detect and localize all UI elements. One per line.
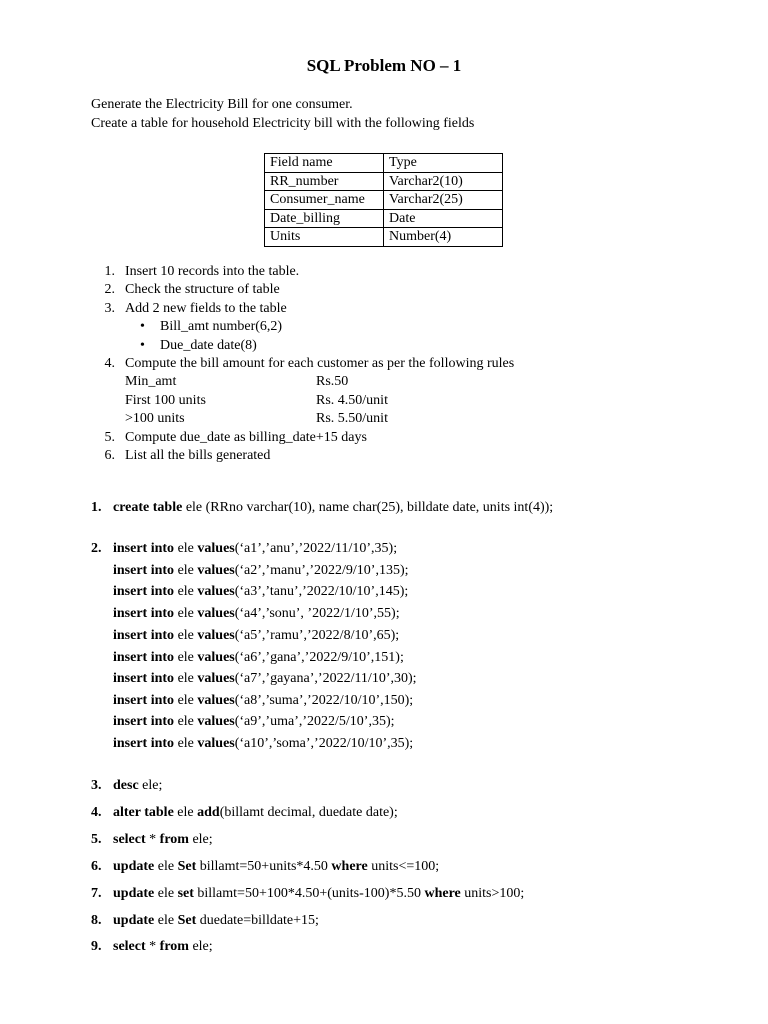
task-item: 4. Compute the bill amount for each customer as per the following rules [104,356,515,372]
task-list [100,263,514,465]
rate-row: Min_amt Rs.50 [125,374,349,390]
insert-statement: insert into ele values(‘a9’,’uma’,’2022/5/10’,35); [113,714,395,729]
rate-row: First 100 units Rs. 4.50/unit [125,392,388,408]
intro-line: Create a table for household Electricity bill with the following fields [91,115,475,131]
bullet-icon: • [140,319,145,335]
table-row [265,228,503,247]
table-header-row [265,154,503,173]
insert-statement: insert into ele values(‘a8’,’suma’,’2022/10/10’,150); [113,693,414,708]
task-item: 5. Compute due_date as billing_date+15 days [104,429,367,445]
insert-statement: insert into ele values(‘a5’,’ramu’,’2022/8/10’,65); [113,628,400,643]
table-cell: Date_billing [265,209,384,228]
insert-statement: insert into ele values(‘a10’,’soma’,’2022/10/10’,35); [113,736,414,751]
page-title: SQL Problem NO – 1 [306,56,462,75]
insert-statement: insert into ele values(‘a1’,’anu’,’2022/11/10’,35); [113,541,398,556]
insert-statement: insert into ele values(‘a3’,’tanu’,’2022/10/10’,145); [113,584,409,599]
table-row [265,191,503,210]
rate-row: >100 units Rs. 5.50/unit [125,411,388,427]
table-row [265,172,503,191]
table-cell: Units [265,228,384,247]
table-header-cell: Type [384,154,503,173]
bullet-icon: • [140,337,145,353]
task-item: 1. Insert 10 records into the table. [104,264,300,279]
insert-statement: insert into ele values(‘a4’,’sonu’, ’2022/1/10’,55); [113,606,400,621]
task-bullet: • Bill_amt number(6,2) [100,318,514,336]
intro-text [91,96,474,133]
fields-table [264,153,503,247]
task-item: 3. Add 2 new fields to the table [104,300,287,316]
insert-statement: insert into ele values(‘a7’,’gayana’,’2022/11/10’,30); [113,671,417,686]
table-cell: Consumer_name [265,191,384,210]
task-bullet: • Due_date date(8) [100,337,514,355]
table-header-cell: Field name [265,154,384,173]
insert-statement: insert into ele values(‘a2’,’manu’,’2022/9/10’,135); [113,563,409,578]
table-cell: Number(4) [384,228,503,247]
task-item: 6. List all the bills generated [104,448,271,464]
table-cell: Date [384,209,503,228]
table-row [265,209,503,228]
document-page: SQL Problem NO – 1 Generate the Electricity Bill for one consumer. Create a table for household Electricity bill with the following fields Field name Type RR_number Varchar2(10) Consumer_name Varchar2(25) Date_billing Date Units Number(4) 1. Insert 10 records into the table. 2. Check the structure of table 3. Add 2 new fields to the table • Bill_amt number(6,2) • Due_date date(8) 4. Compute the bill amount for each customer as per the following rules Min_amt Rs.50 First 100 units Rs. 4.50/unit >100 units Rs. 5.50/unit 5. Compute due_date as billing_date+15 days 6. List all the bills generated 1. create table ele (RRno varchar(10), name char(25), billdate date, units int(4)); 2. insert into ele values(‘a1’,’anu’,’2022/11/10’,35); insert into ele values(‘a2’,’manu’,’2022/9/10’,135); insert into ele values(‘a3’,’tanu’,’2022/10/10’,145); insert into ele values(‘a4’,’sonu’, ’2022/1/10’,55); insert into ele values(‘a5’,’ramu’,’2022/8/10’,65); insert into ele values(‘a6’,’gana’,’2022/9/10’,151); insert into ele values(‘a7’,’gayana’,’2022/11/10’,30); insert into ele values(‘a8’,’suma’,’2022/10/10’,150); insert into ele values(‘a9’,’uma’,’2022/5/10’,35); insert into ele values(‘a10’,’soma’,’2022/10/10’,35); 3. desc ele; 4. alter table ele add(billamt decimal, duedate date); 5. select * from ele; 6. update ele Set billamt=50+units*4.50 where units<=100; 7. update ele set billamt=50+100*4.50+(units-100)*5.50 where units>100; 8. update ele Set duedate=billdate+15; 9. select * from ele; [0,0,768,1024]
insert-statement: insert into ele values(‘a6’,’gana’,’2022/9/10’,151); [113,650,404,665]
table-cell: Varchar2(25) [384,191,503,210]
intro-line: Generate the Electricity Bill for one consumer. [91,97,353,112]
task-item: 2. Check the structure of table [104,282,280,298]
table-cell: RR_number [265,172,384,191]
table-cell: Varchar2(10) [384,172,503,191]
